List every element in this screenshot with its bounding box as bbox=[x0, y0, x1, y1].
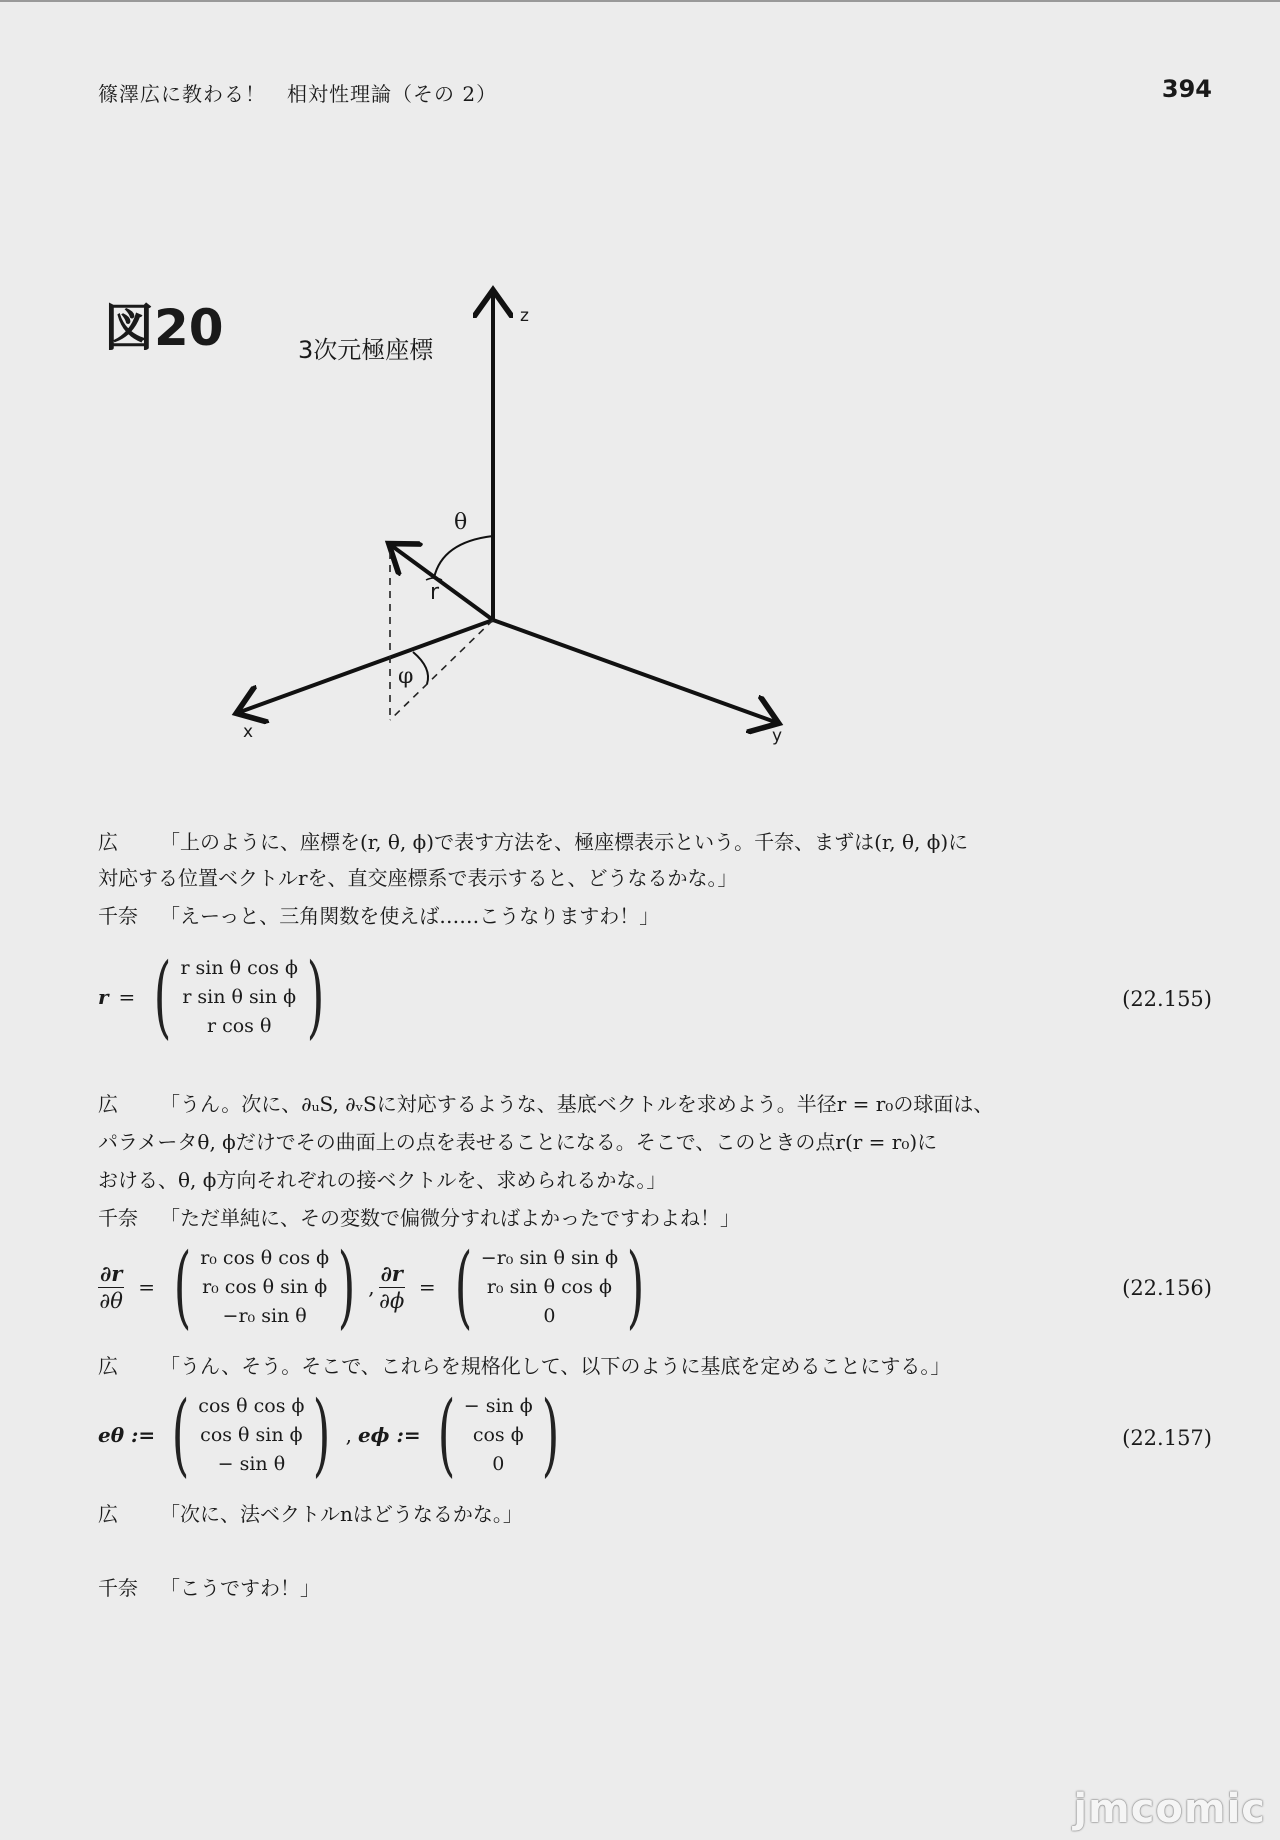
dialogue-text: パラメータθ, ϕだけでその曲面上の点を表せることになる。そこで、このときの点r(r = r₀)に bbox=[98, 1130, 938, 1154]
dialogue-line bbox=[98, 1162, 666, 1198]
matrix-entry: cos θ cos ϕ bbox=[198, 1394, 305, 1417]
theta-label: θ bbox=[454, 510, 468, 535]
eq-lhs: eθ := bbox=[98, 1423, 156, 1447]
dialogue-text: 「うん、そう。そこで、これらを規格化して、以下のように基底を定めることにする。」 bbox=[160, 1354, 951, 1378]
matrix-entry: 0 bbox=[543, 1304, 556, 1327]
r-vector bbox=[392, 546, 493, 620]
matrix-entry: r sin θ sin ϕ bbox=[182, 985, 297, 1008]
partial-derivative: $\frac{\partial r}{\partial\phi}$ bbox=[379, 1260, 405, 1313]
equation-22-156: $\frac{\partial r}{\partial\theta}$ = ( r₀ cos θ cos ϕ r₀ cos θ sin ϕ −r₀ sin θ ) , $\frac{\partial r}{\partial\phi}$ = ( −r₀ sin θ sin ϕ r₀ sin θ cos ϕ 0 ) bbox=[98, 1242, 653, 1332]
matrix-entry: 0 bbox=[492, 1452, 505, 1475]
dialogue-line bbox=[98, 824, 968, 860]
dialogue-line bbox=[98, 1348, 950, 1384]
watermark-logo: jmcomic bbox=[1073, 1786, 1266, 1832]
matrix-entry: − sin θ bbox=[217, 1452, 286, 1475]
column-vector: ( cos θ cos ϕ cos θ sin ϕ − sin θ ) bbox=[171, 1382, 331, 1487]
dialogue-line bbox=[98, 860, 738, 896]
figure-caption: 3次元極座標 bbox=[298, 336, 434, 364]
eq-lhs: r bbox=[98, 985, 109, 1009]
matrix-entry: −r₀ sin θ sin ϕ bbox=[480, 1246, 619, 1269]
figure-label: 図20 bbox=[104, 299, 224, 357]
matrix-entry: r₀ sin θ cos ϕ bbox=[486, 1275, 612, 1298]
equation-number: (22.155) bbox=[1122, 987, 1212, 1011]
spherical-coordinates-diagram bbox=[220, 280, 800, 760]
matrix-entry: −r₀ sin θ bbox=[222, 1304, 307, 1327]
dialogue-line bbox=[98, 1086, 993, 1122]
x-axis bbox=[240, 620, 493, 712]
dialogue-line bbox=[98, 1124, 937, 1160]
column-vector: ( r sin θ cos ϕ r sin θ sin ϕ r cos θ ) bbox=[154, 944, 325, 1049]
theta-arc bbox=[434, 536, 493, 578]
matrix-entry: r cos θ bbox=[206, 1014, 272, 1037]
equation-22-155 bbox=[98, 944, 333, 1049]
partial-derivative: $\frac{\partial r}{\partial\theta}$ bbox=[99, 1260, 123, 1313]
column-vector: ( − sin ϕ cos ϕ 0 ) bbox=[437, 1382, 560, 1487]
dialogue-text: 「上のように、座標を(r, θ, ϕ)で表す方法を、極座標表示という。千奈、まずは(r, θ, ϕ)に bbox=[160, 830, 969, 854]
dialogue-text: 「ただ単純に、その変数で偏微分すればよかったですわよね！」 bbox=[160, 1206, 740, 1230]
page-edge bbox=[0, 0, 1280, 2]
dialogue-text: 「うん。次に、∂ᵤS, ∂ᵥSに対応するような、基底ベクトルを求めよう。半径r = r₀の球面は、 bbox=[160, 1092, 994, 1116]
dialogue-text: おける、θ, ϕ方向それぞれの接ベクトルを、求められるかな。」 bbox=[98, 1168, 667, 1192]
equation-number: (22.156) bbox=[1122, 1276, 1212, 1300]
column-vector: ( −r₀ sin θ sin ϕ r₀ sin θ cos ϕ 0 ) bbox=[454, 1234, 645, 1339]
matrix-entry: r₀ cos θ sin ϕ bbox=[202, 1275, 328, 1298]
dialogue-text: 対応する位置ベクトルrを、直交座標系で表示すると、どうなるかな。」 bbox=[98, 866, 738, 890]
speaker: 広 bbox=[98, 1502, 118, 1526]
speaker: 広 bbox=[98, 1354, 118, 1378]
equation-number: (22.157) bbox=[1122, 1426, 1212, 1450]
equation-22-157: eθ := ( cos θ cos ϕ cos θ sin ϕ − sin θ ) , eϕ := ( − sin ϕ cos ϕ 0 ) bbox=[98, 1390, 568, 1480]
speaker: 広 bbox=[98, 1092, 118, 1116]
speaker: 千奈 bbox=[98, 904, 138, 928]
speaker: 千奈 bbox=[98, 1576, 138, 1600]
eq-lhs: eϕ := bbox=[357, 1423, 421, 1447]
z-axis-label: z bbox=[520, 306, 529, 326]
x-axis-label: x bbox=[243, 722, 254, 742]
running-header: 篠澤広に教わる！ 相対性理論（その 2） bbox=[98, 82, 498, 106]
matrix-entry: r sin θ cos ϕ bbox=[180, 956, 298, 979]
column-vector: ( r₀ cos θ cos ϕ r₀ cos θ sin ϕ −r₀ sin θ ) bbox=[173, 1234, 356, 1339]
dialogue-text: 「次に、法ベクトルnはどうなるかな。」 bbox=[160, 1502, 523, 1526]
speaker: 広 bbox=[98, 830, 118, 854]
matrix-entry: − sin ϕ bbox=[463, 1394, 533, 1417]
phi-arc bbox=[413, 652, 428, 684]
matrix-entry: cos ϕ bbox=[472, 1423, 524, 1446]
r-label: r bbox=[430, 580, 440, 605]
matrix-entry: r₀ cos θ cos ϕ bbox=[200, 1246, 330, 1269]
dialogue-text: 「えーっと、三角関数を使えば……こうなりますわ！」 bbox=[160, 904, 660, 928]
matrix-entry: cos θ sin ϕ bbox=[200, 1423, 303, 1446]
eq-relation: = bbox=[118, 985, 136, 1009]
speaker: 千奈 bbox=[98, 1206, 138, 1230]
dialogue-line bbox=[98, 898, 659, 934]
dialogue-line bbox=[98, 1200, 740, 1236]
page-number: 394 bbox=[1161, 75, 1212, 103]
y-axis-label: y bbox=[772, 726, 783, 746]
dialogue-line bbox=[98, 1570, 320, 1606]
dialogue-line bbox=[98, 1496, 523, 1532]
phi-label: φ bbox=[398, 664, 414, 689]
y-axis bbox=[493, 620, 775, 722]
dialogue-text: 「こうですわ！」 bbox=[160, 1576, 320, 1600]
